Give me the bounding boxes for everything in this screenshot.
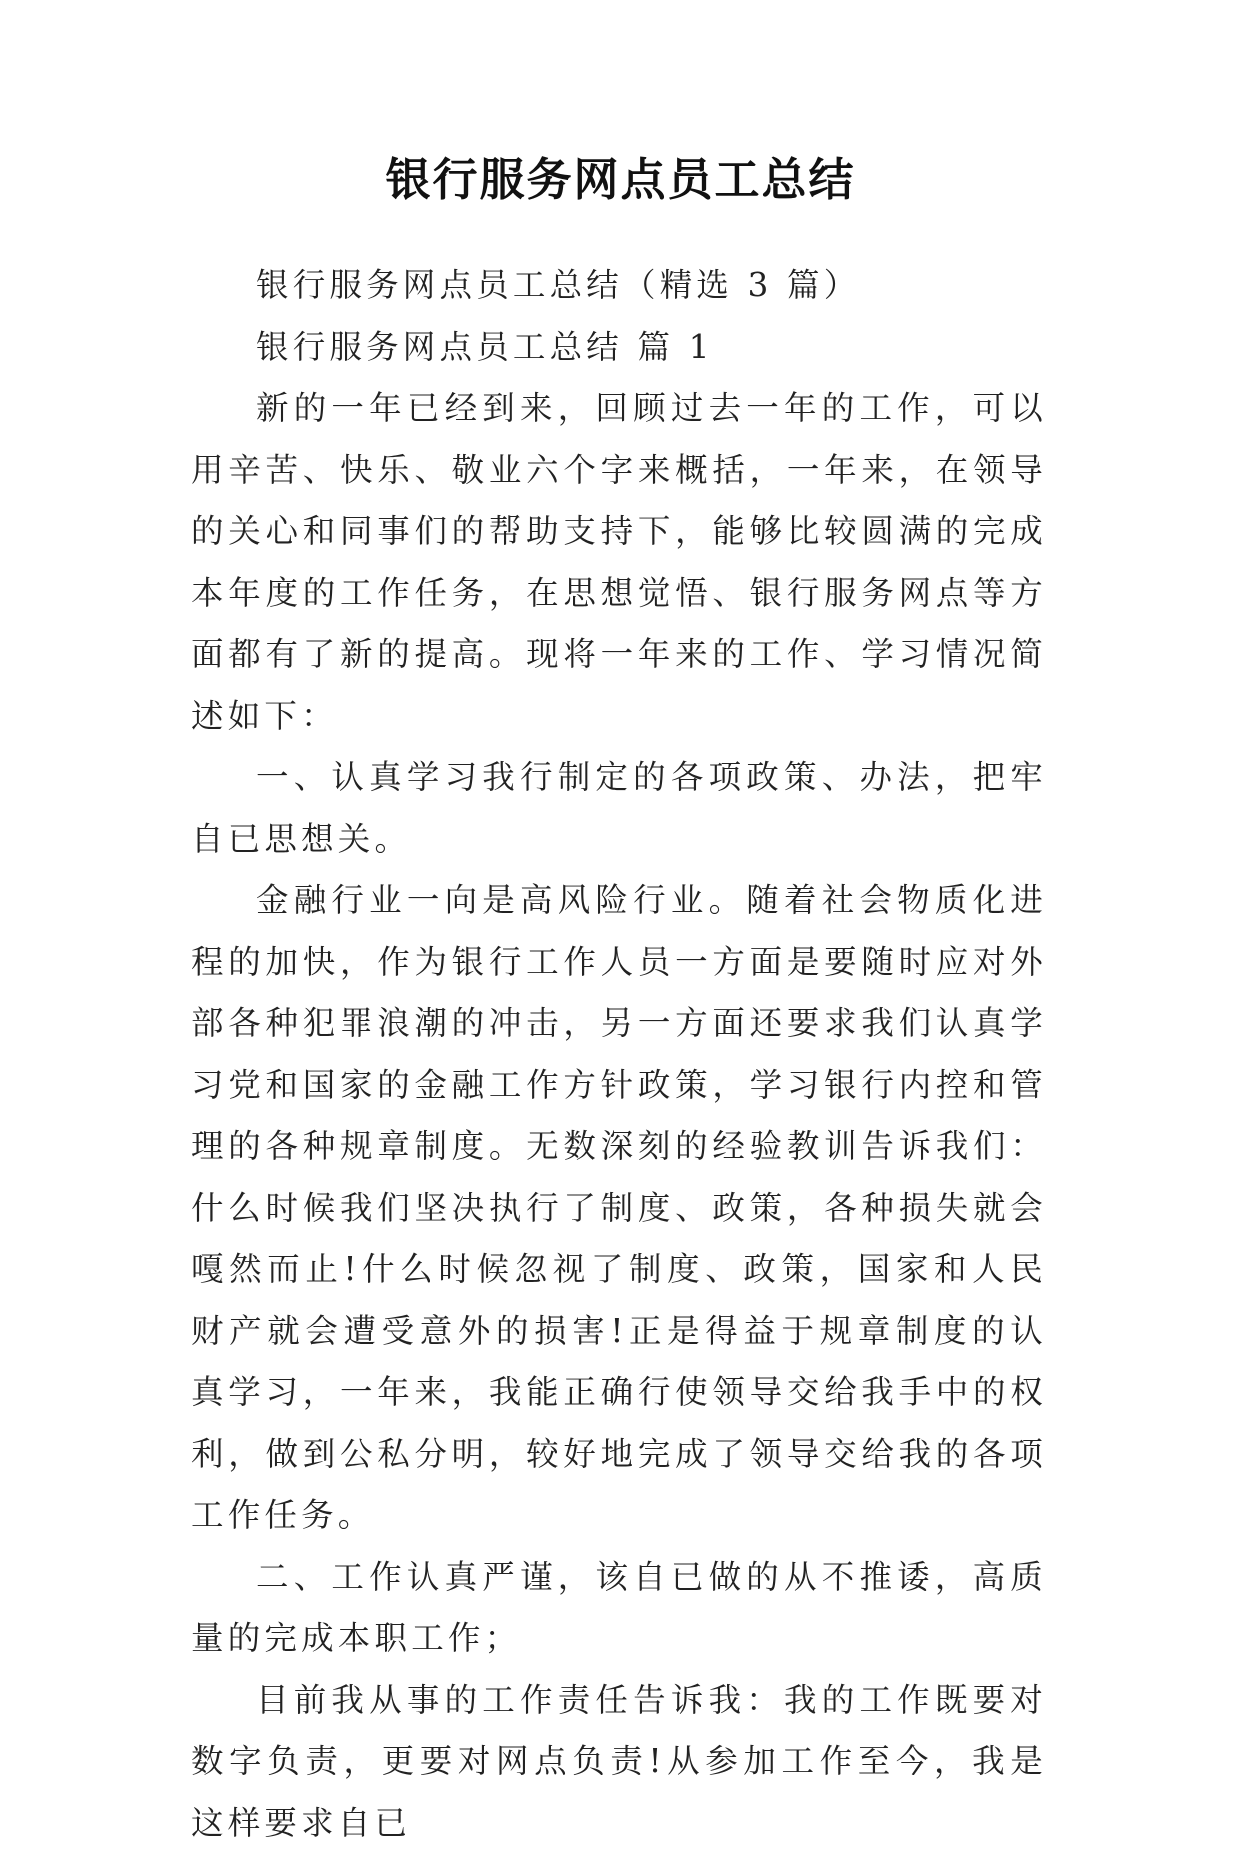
paragraph-responsibility: 目前我从事的工作责任告诉我：我的工作既要对数字负责，更要对网点负责!从参加工作至今，我是这样要求自已: [191, 1670, 1047, 1854]
paragraph-intro: 新的一年已经到来，回顾过去一年的工作，可以用辛苦、快乐、敬业六个字来概括，一年来，在领导的关心和同事们的帮助支持下，能够比较圆满的完成本年度的工作任务，在思想觉悟、银行服务网点等方面都有了新的提高。现将一年来的工作、学习情况简述如下：: [191, 378, 1047, 747]
paragraph-finance-risk: 金融行业一向是高风险行业。随着社会物质化进程的加快，作为银行工作人员一方面是要随时应对外部各种犯罪浪潮的冲击，另一方面还要求我们认真学习党和国家的金融工作方针政策，学习银行内控和管理的各种规章制度。无数深刻的经验教训告诉我们：什么时候我们坚决执行了制度、政策，各种损失就会嘎然而止!什么时候忽视了制度、政策，国家和人民财产就会遭受意外的损害!正是得益于规章制度的认真学习，一年来，我能正确行使领导交给我手中的权利，做到公私分明，较好地完成了领导交给我的各项工作任务。: [191, 870, 1047, 1547]
paragraph-point-one: 一、认真学习我行制定的各项政策、办法，把牢自已思想关。: [191, 747, 1047, 870]
paragraph-subtitle: 银行服务网点员工总结（精选 3 篇）: [191, 255, 1047, 317]
document-body: [191, 255, 1047, 1854]
document-title: 银行服务网点员工总结: [0, 150, 1241, 210]
paragraph-point-two: 二、工作认真严谨，该自已做的从不推诿，高质量的完成本职工作；: [191, 1547, 1047, 1670]
paragraph-section-heading: 银行服务网点员工总结 篇 1: [191, 317, 1047, 379]
